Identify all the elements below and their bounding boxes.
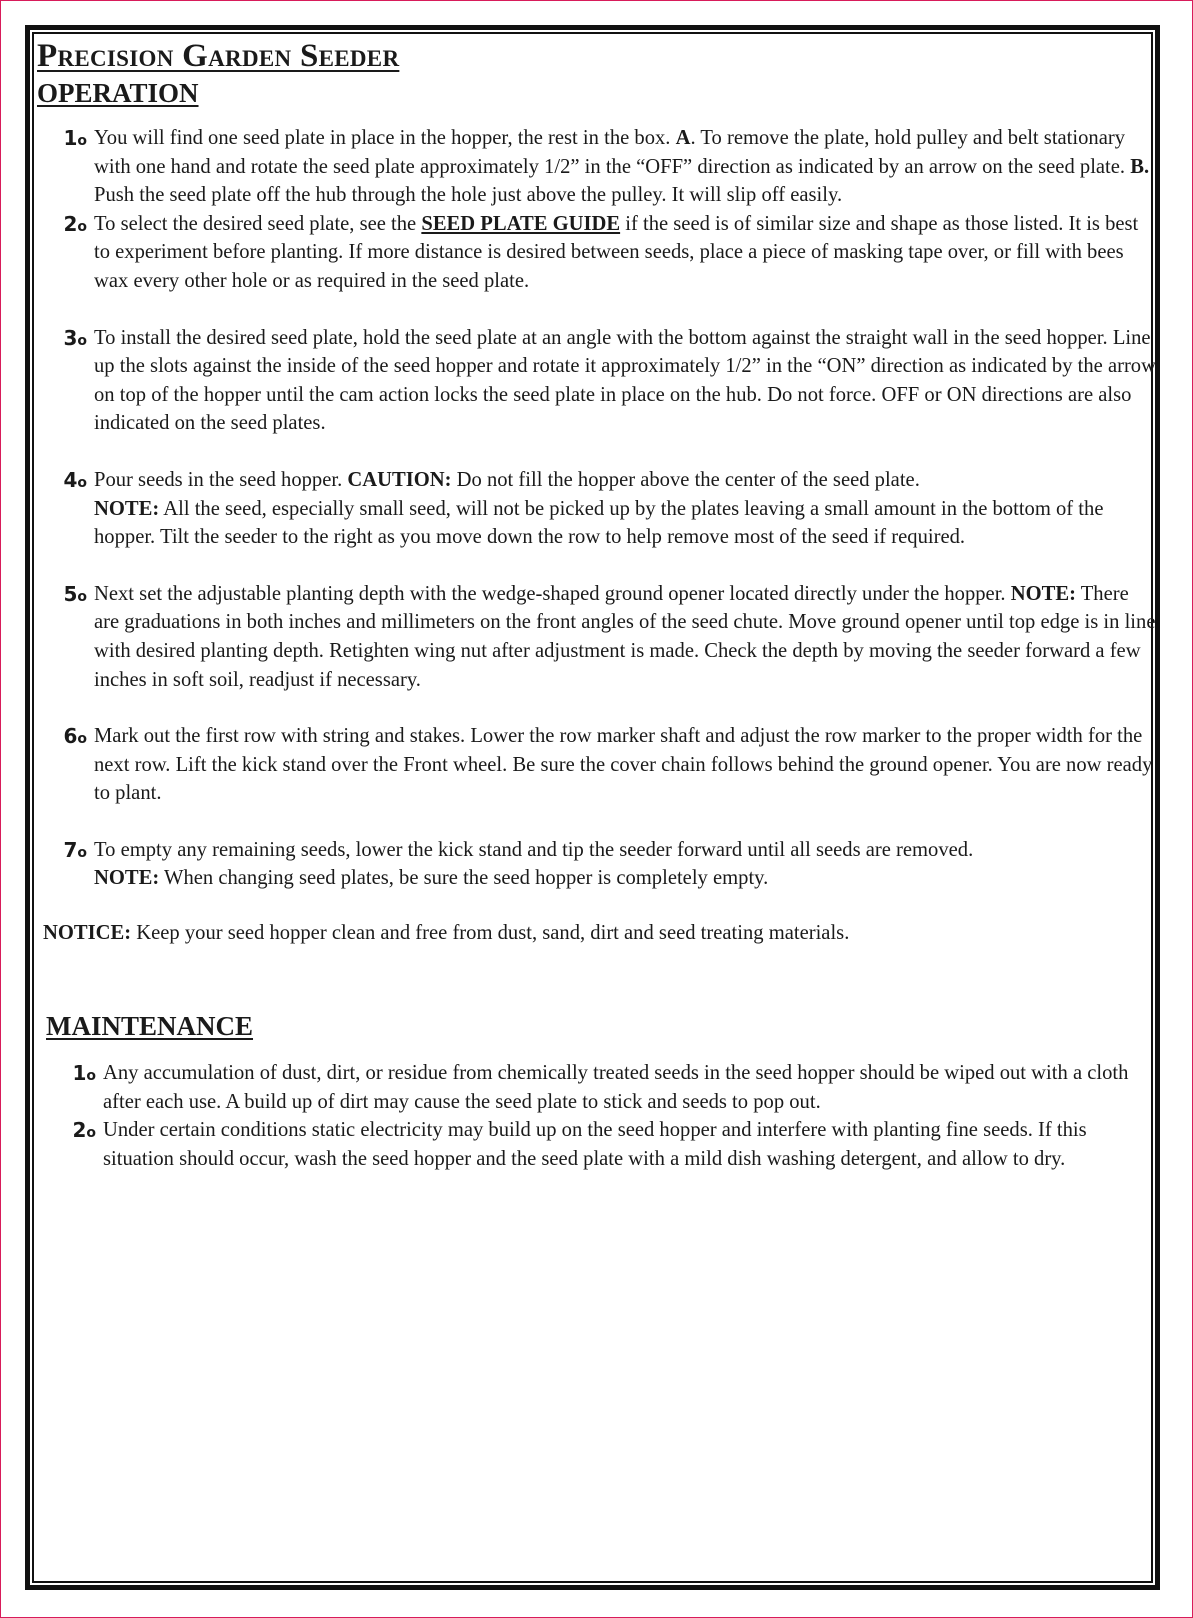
step-number: 6o xyxy=(63,724,87,749)
operation-step-2: 2o To select the desired seed plate, see the SEED PLATE GUIDE if the seed is of similar size and shape as those listed. It is best to experiment before planting. If more distance is desired between seeds, place a piece of masking tape over, or fill with bees wax every other hole or as required in the seed plate. xyxy=(37,210,1157,296)
step-number: 2o xyxy=(72,1118,96,1143)
operation-step-3: 3o To install the desired seed plate, hold the seed plate at an angle with the bottom against the straight wall in the seed hopper. Line up the slots against the inside of the seed hopper and rotate it approximately 1/2” in the “ON” direction as indicated by the arrow on top of the hopper until the cam action locks the seed plate in place on the hub. Do not force. OFF or ON directions are also indicated on the seed plates. xyxy=(37,324,1157,438)
step-number: 1o xyxy=(72,1061,96,1086)
document-body xyxy=(37,36,1157,1173)
seed-plate-guide-link[interactable]: SEED PLATE GUIDE xyxy=(421,212,621,235)
maintenance-heading: MAINTENANCE xyxy=(46,1011,254,1042)
document-title: Precision Garden Seeder xyxy=(37,38,400,74)
step-number: 1o xyxy=(63,126,87,150)
operation-step-5: 5o Next set the adjustable planting depth with the wedge-shaped ground opener located directly under the hopper. NOTE: There are graduations in both inches and millimeters on the front angles of the seed chute. Move ground opener until top edge is in line with desired planting depth. Retighten wing nut after adjustment is made. Check the depth by moving the seeder forward a few inches in soft soil, readjust if necessary. xyxy=(37,580,1157,694)
notice: NOTICE: Keep your seed hopper clean and free from dust, sand, dirt and seed treating materials. xyxy=(43,922,850,945)
step-number: 2o xyxy=(63,211,87,236)
operation-heading: OPERATION xyxy=(37,78,199,108)
step-number: 3o xyxy=(63,325,87,350)
operation-step-4: 4o Pour seeds in the seed hopper. CAUTION: Do not fill the hopper above the center of the seed plate. NOTE: All the seed, especially small seed, will not be picked up by the plates leaving a small amount in the bottom of the hopper. Tilt the seeder to the right as you move down the row to help remove most of the seed if required. xyxy=(37,466,1157,552)
maintenance-step-2: 2o Under certain conditions static electricity may build up on the seed hopper and interfere with planting fine seeds. If this situation should occur, wash the seed hopper and the seed plate with a mild dish washing detergent, and allow to dry. xyxy=(46,1116,1157,1173)
step-number: 5o xyxy=(63,581,87,606)
maintenance-steps xyxy=(37,1059,1157,1173)
operation-step-7: 7o To empty any remaining seeds, lower the kick stand and tip the seeder forward until all seeds are removed. NOTE: When changing seed plates, be sure the seed hopper is completely empty. xyxy=(37,836,1157,893)
step-number: 4o xyxy=(63,467,87,492)
step-number: 7o xyxy=(63,837,87,862)
maintenance-step-1: 1o Any accumulation of dust, dirt, or residue from chemically treated seeds in the seed hopper should be wiped out with a cloth after each use. A build up of dirt may cause the seed plate to stick and seeds to pop out. xyxy=(46,1059,1157,1116)
operation-steps xyxy=(37,124,1157,893)
operation-step-1: 1o You will find one seed plate in place in the hopper, the rest in the box. A. To remove the plate, hold pulley and belt stationary with one hand and rotate the seed plate approximately 1/2” in the “OFF” direction as indicated by an arrow on the seed plate. B. Push the seed plate off the hub through the hole just above the pulley. It will slip off easily. xyxy=(37,124,1157,210)
operation-step-6: 6o Mark out the first row with string and stakes. Lower the row marker shaft and adjust the row marker to the proper width for the next row. Lift the kick stand over the Front wheel. Be sure the cover chain follows behind the ground opener. You are now ready to plant. xyxy=(37,722,1157,808)
